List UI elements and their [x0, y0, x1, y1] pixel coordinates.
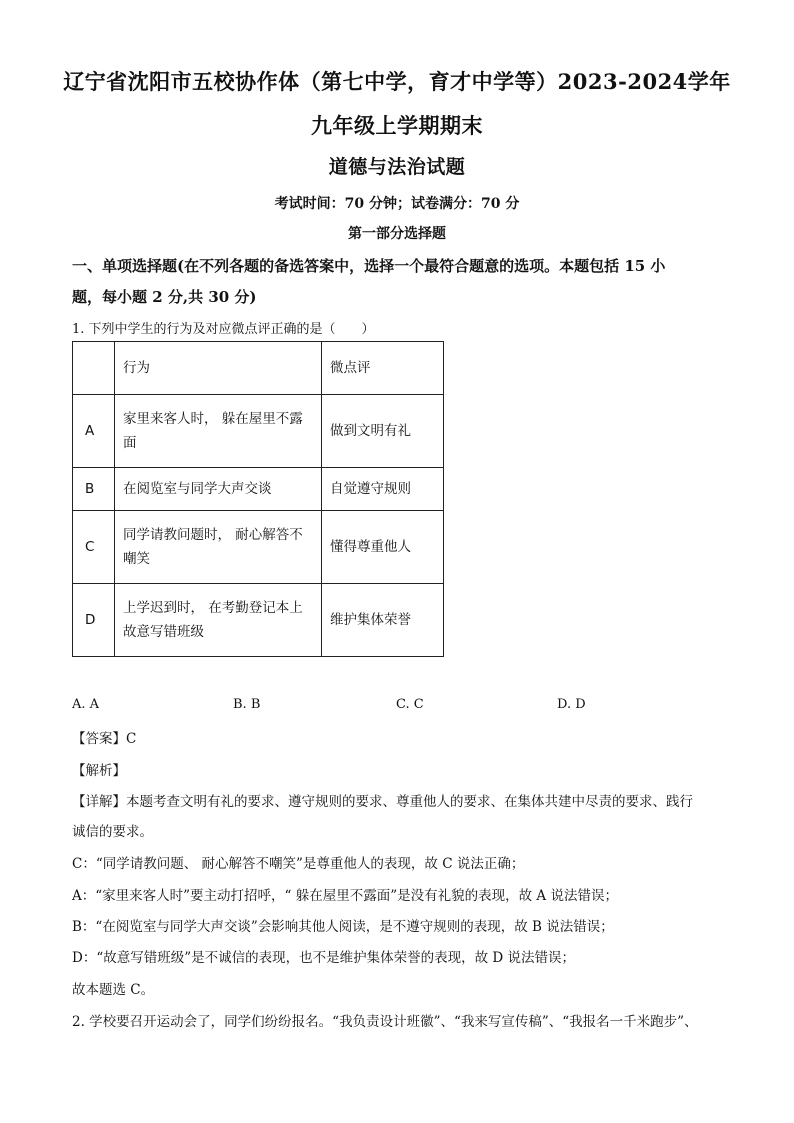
behavior-line: 在阅览室与同学大声交谈	[123, 481, 272, 497]
document-title-line2: 九年级上学期期末	[311, 113, 483, 138]
option-a: A. A	[72, 697, 100, 712]
explanation-b: B：“在阅览室与同学大声交谈”会影响其他人阅读，是不遵守规则的表现，故 B 说法错误；	[72, 919, 614, 935]
table-header-cell	[73, 342, 115, 395]
table-row	[73, 511, 444, 584]
table-header-cell: 微点评	[322, 342, 444, 395]
section-heading-line1: 一、单项选择题(在不列各题的备选答案中，选择一个最符合题意的选项。本题包括 15 小	[72, 257, 666, 275]
table-row	[73, 395, 444, 468]
question-1-stem: 1. 下列中学生的行为及对应微点评正确的是（ ）	[72, 322, 375, 337]
table-row	[73, 468, 444, 511]
behavior-line: 故意写错班级	[123, 624, 204, 640]
question-1-table	[72, 341, 444, 657]
document-title-line1: 辽宁省沈阳市五校协作体（第七中学，育才中学等）2023-2024学年	[63, 69, 731, 94]
option-letter-cell: A	[73, 395, 115, 468]
table-header-row	[73, 342, 444, 395]
section-heading-line2: 题，每小题 2 分,共 30 分)	[72, 288, 257, 306]
detail-line-1: 【详解】本题考查文明有礼的要求、遵守规则的要求、尊重他人的要求、在集体共建中尽责的要求、践行	[72, 794, 693, 810]
behavior-cell	[115, 511, 322, 584]
review-cell: 懂得尊重他人	[322, 511, 444, 584]
table-row	[73, 584, 444, 657]
explanation-d: D：“故意写错班级”是不诚信的表现，也不是维护集体荣誉的表现，故 D 说法错误；	[72, 950, 576, 966]
part-title: 第一部分选择题	[348, 226, 446, 242]
option-c: C. C	[396, 697, 424, 712]
table-header-cell: 行为	[115, 342, 322, 395]
explanation-a: A：“家里来客人时”要主动打招呼，“ 躲在屋里不露面”是没有礼貌的表现，故 A 说法错误；	[72, 888, 618, 904]
review-cell: 做到文明有礼	[322, 395, 444, 468]
option-letter-cell: D	[73, 584, 115, 657]
behavior-cell	[115, 395, 322, 468]
option-b: B. B	[233, 697, 261, 712]
question-2-stem: 2. 学校要召开运动会了，同学们纷纷报名。“我负责设计班徽”、“我来写宣传稿”、“我报名一千米跑步”、	[72, 1014, 698, 1030]
subject-title: 道德与法治试题	[328, 156, 466, 178]
behavior-cell	[115, 468, 322, 511]
behavior-cell	[115, 584, 322, 657]
analysis-label: 【解析】	[72, 763, 126, 779]
option-d: D. D	[557, 697, 586, 712]
behavior-line: 同学请教问题时， 耐心解答不	[123, 527, 303, 543]
behavior-line: 上学迟到时， 在考勤登记本上	[123, 600, 303, 616]
option-letter-cell: C	[73, 511, 115, 584]
detail-line-2: 诚信的要求。	[72, 824, 153, 840]
conclusion-line: 故本题选 C。	[72, 982, 155, 998]
exam-info: 考试时间：70 分钟；试卷满分：70 分	[274, 196, 520, 212]
behavior-line: 嘲笑	[123, 551, 150, 567]
review-cell: 自觉遵守规则	[322, 468, 444, 511]
review-cell: 维护集体荣誉	[322, 584, 444, 657]
answer-line: 【答案】C	[72, 731, 137, 747]
behavior-line: 面	[123, 435, 137, 451]
explanation-c: C：“同学请教问题、 耐心解答不嘲笑”是尊重他人的表现，故 C 说法正确；	[72, 856, 525, 872]
behavior-line: 家里来客人时， 躲在屋里不露	[123, 411, 303, 427]
option-letter-cell: B	[73, 468, 115, 511]
